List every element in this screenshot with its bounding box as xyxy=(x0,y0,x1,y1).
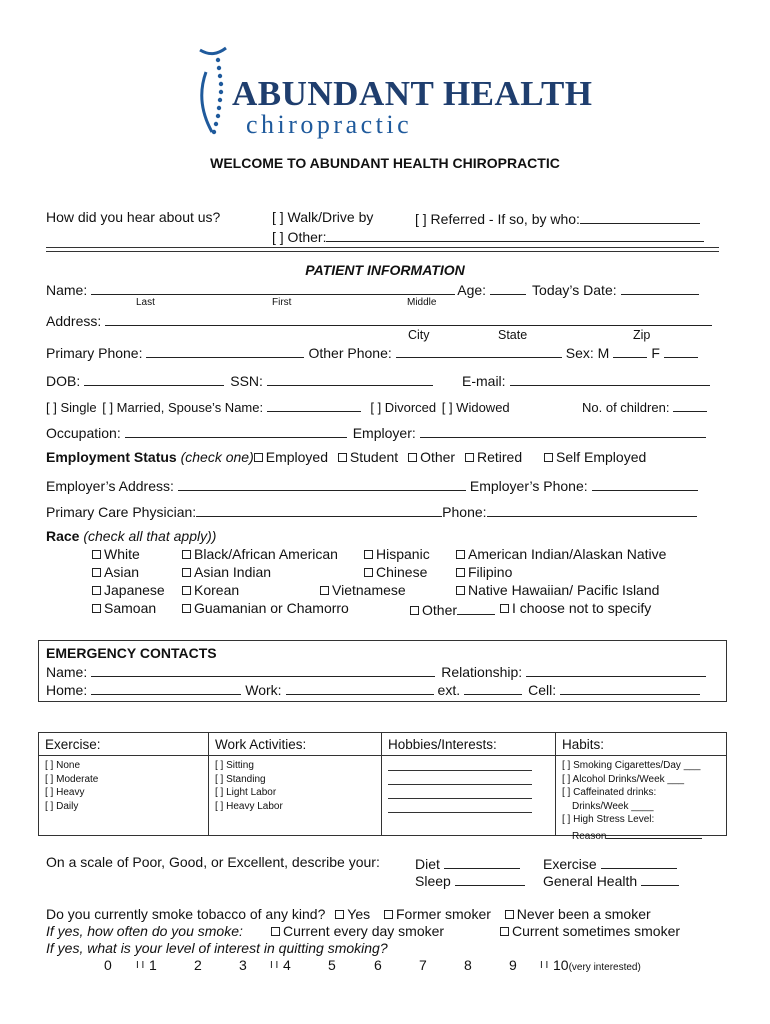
scale-8[interactable]: 8 xyxy=(464,957,472,973)
white-label: White xyxy=(104,546,140,562)
diet-label: Diet xyxy=(415,856,440,872)
hear-referred-label: [ ] Referred - If so, by who: xyxy=(415,211,580,227)
korean-label: Korean xyxy=(194,582,240,598)
sleep-field[interactable] xyxy=(455,871,525,886)
emergency-name-field[interactable] xyxy=(91,662,435,677)
race-black[interactable] xyxy=(182,546,338,562)
reason-label: Reason xyxy=(572,830,607,842)
employment-hint: (check one) xyxy=(180,449,254,465)
sex-f-field[interactable] xyxy=(664,343,698,358)
smoking-checkbox[interactable]: [ ] Smoking Cigarettes/Day ___ xyxy=(562,760,701,771)
hear-other-label: [ ] Other: xyxy=(272,229,327,245)
stress-reason-row xyxy=(562,827,702,844)
employer-address-label: Employer’s Address: xyxy=(46,478,174,494)
hispanic-checkbox[interactable] xyxy=(364,550,373,559)
race-hint: (check all that apply)) xyxy=(83,528,217,544)
scale-2[interactable]: 2 xyxy=(194,957,202,973)
samoan-checkbox[interactable] xyxy=(92,604,101,613)
korean-checkbox[interactable] xyxy=(182,586,191,595)
asian-checkbox[interactable] xyxy=(92,568,101,577)
scale-7[interactable]: 7 xyxy=(419,957,427,973)
scale-exercise-label: Exercise xyxy=(543,856,597,872)
hobby-field[interactable] xyxy=(388,770,532,771)
ext-field[interactable] xyxy=(464,680,522,695)
age-field[interactable] xyxy=(490,280,526,295)
race-samoan[interactable] xyxy=(92,600,156,616)
race-other[interactable] xyxy=(410,600,495,618)
asianind-label: Asian Indian xyxy=(194,564,272,580)
white-checkbox[interactable] xyxy=(92,550,101,559)
scale-6[interactable]: 6 xyxy=(374,957,382,973)
primary-phone-label: Primary Phone: xyxy=(46,345,143,361)
scale-9[interactable]: 9 xyxy=(509,957,517,973)
emergency-name-label: Name: xyxy=(46,664,88,680)
sex-m-field[interactable] xyxy=(613,343,647,358)
other-employment-checkbox[interactable] xyxy=(408,453,417,462)
children-row xyxy=(582,397,707,415)
student-label: Student xyxy=(349,449,399,465)
children-label: No. of children: xyxy=(582,400,670,415)
other-race-field[interactable] xyxy=(457,600,495,615)
hobbies-header: Hobbies/Interests: xyxy=(388,737,497,752)
patient-info-heading: PATIENT INFORMATION xyxy=(305,262,465,278)
dob-row xyxy=(46,371,433,389)
logo xyxy=(196,44,593,140)
other-phone-label: Other Phone: xyxy=(308,345,392,361)
occupation-row xyxy=(46,423,706,441)
single-checkbox[interactable]: [ ] Single xyxy=(46,400,97,415)
marital-row xyxy=(46,397,510,415)
address-field[interactable] xyxy=(105,311,712,326)
guam-checkbox[interactable] xyxy=(182,604,191,613)
sometimes-label: Current sometimes smoker xyxy=(512,923,681,939)
hispanic-label: Hispanic xyxy=(376,546,430,562)
exercise-daily-checkbox[interactable]: [ ] Daily xyxy=(45,800,79,812)
hobby-field[interactable] xyxy=(388,784,532,785)
email-field[interactable] xyxy=(510,371,710,386)
employed-checkbox[interactable] xyxy=(254,453,263,462)
hear-walk-checkbox[interactable]: [ ] Walk/Drive by xyxy=(272,209,374,225)
divorced-checkbox[interactable]: [ ] Divorced xyxy=(370,400,437,415)
nospec-checkbox[interactable] xyxy=(500,604,509,613)
hear-referred-checkbox[interactable] xyxy=(415,209,700,227)
pcp-row xyxy=(46,502,697,520)
lifestyle-table xyxy=(38,732,727,842)
other-race-label: Other xyxy=(422,602,458,618)
diet-row xyxy=(415,854,520,872)
diet-field[interactable] xyxy=(444,854,520,869)
work-light-labor-checkbox[interactable]: [ ] Light Labor xyxy=(215,787,277,798)
work-label: Work: xyxy=(245,682,282,698)
exercise-column xyxy=(39,733,209,835)
race-asianind[interactable] xyxy=(182,564,271,580)
page-title: WELCOME TO ABUNDANT HEALTH CHIROPRACTIC xyxy=(210,155,560,171)
email-row xyxy=(462,371,710,389)
logo-sub: chiropractic xyxy=(246,110,413,139)
emergency-phone-row xyxy=(46,680,700,698)
stress-checkbox[interactable]: [ ] High Stress Level: xyxy=(562,814,655,825)
reason-field[interactable] xyxy=(606,827,702,839)
address-label: Address: xyxy=(46,313,102,329)
scale-10[interactable] xyxy=(553,957,641,973)
exercise-header: Exercise: xyxy=(45,737,101,752)
filipino-checkbox[interactable] xyxy=(456,568,465,577)
married-checkbox[interactable]: [ ] Married, Spouse’s Name: xyxy=(102,400,264,415)
logo-name: ABUNDANT HEALTH xyxy=(232,74,593,113)
race-label: Race xyxy=(46,528,80,544)
today-label: Today’s Date: xyxy=(532,282,617,298)
amind-label: American Indian/Alaskan Native xyxy=(468,546,667,562)
dob-field[interactable] xyxy=(84,371,224,386)
scale-exercise-field[interactable] xyxy=(601,854,677,869)
divider xyxy=(46,247,719,248)
exercise-moderate-checkbox[interactable]: [ ] Moderate xyxy=(45,773,99,785)
work-column xyxy=(209,733,382,835)
asianind-checkbox[interactable] xyxy=(182,568,191,577)
exercise-options xyxy=(45,759,98,813)
race-japanese[interactable] xyxy=(92,582,165,598)
japanese-checkbox[interactable] xyxy=(92,586,101,595)
first-caption: First xyxy=(272,297,292,308)
former-smoker-label: Former smoker xyxy=(396,906,491,922)
tick-mark: I I xyxy=(270,960,279,971)
hear-other-checkbox[interactable] xyxy=(272,227,704,245)
state-caption: State xyxy=(498,328,528,342)
self-employed-checkbox[interactable] xyxy=(544,453,553,462)
work-standing-checkbox[interactable]: [ ] Standing xyxy=(215,773,266,785)
general-health-field[interactable] xyxy=(641,871,679,886)
employer-phone-label: Employer’s Phone: xyxy=(469,478,588,494)
work-field[interactable] xyxy=(286,680,434,695)
name-field[interactable] xyxy=(91,280,455,295)
habits-column xyxy=(556,733,726,842)
last-caption: Last xyxy=(136,297,155,308)
guam-label: Guamanian or Chamorro xyxy=(194,600,349,616)
scale-1[interactable]: 1 xyxy=(149,957,157,973)
widowed-checkbox[interactable]: [ ] Widowed xyxy=(441,400,510,415)
exercise-heavy-checkbox[interactable]: [ ] Heavy xyxy=(45,787,85,798)
smoke-yes-checkbox[interactable] xyxy=(335,910,344,919)
scale-0[interactable]: 0 xyxy=(104,957,112,973)
age-label: Age: xyxy=(457,282,487,298)
email-label: E-mail: xyxy=(462,373,506,389)
emergency-name-row xyxy=(46,662,706,680)
retired-checkbox[interactable] xyxy=(465,453,474,462)
asian-label: Asian xyxy=(104,564,140,580)
black-checkbox[interactable] xyxy=(182,550,191,559)
ext-label: ext. xyxy=(437,682,461,698)
city-caption: City xyxy=(408,328,430,342)
sex-label: Sex: M xyxy=(565,345,610,361)
vietnamese-label: Vietnamese xyxy=(332,582,406,598)
cell-label: Cell: xyxy=(528,682,557,698)
quit-interest-question: If yes, what is your level of interest in quitting smoking? xyxy=(46,940,388,956)
never-smoker-checkbox[interactable] xyxy=(505,910,514,919)
occupation-label: Occupation: xyxy=(46,425,121,441)
general-health-row xyxy=(543,871,679,889)
tick-mark: I I xyxy=(136,960,145,971)
emergency-heading: EMERGENCY CONTACTS xyxy=(46,645,217,661)
other-employment-label: Other xyxy=(420,449,456,465)
work-sitting-checkbox[interactable]: [ ] Sitting xyxy=(215,760,254,771)
employer-phone-field[interactable] xyxy=(592,476,698,491)
race-amind[interactable] xyxy=(456,546,666,562)
sometimes-option[interactable] xyxy=(500,923,680,939)
work-heavy-labor-checkbox[interactable]: [ ] Heavy Labor xyxy=(215,800,283,812)
dob-label: DOB: xyxy=(46,373,81,389)
race-nospec[interactable] xyxy=(500,600,651,616)
work-options xyxy=(215,759,283,813)
scale-10-label: 10 xyxy=(553,957,569,973)
general-health-label: General Health xyxy=(543,873,638,889)
amind-checkbox[interactable] xyxy=(456,550,465,559)
sleep-label: Sleep xyxy=(415,873,451,889)
exercise-none-checkbox[interactable]: [ ] None xyxy=(45,760,81,771)
employed-label: Employed xyxy=(265,449,329,465)
self-employed-label: Self Employed xyxy=(556,449,647,465)
cell-field[interactable] xyxy=(560,680,700,695)
today-field[interactable] xyxy=(621,280,699,295)
everyday-checkbox[interactable] xyxy=(271,927,280,936)
nospec-label: I choose not to specify xyxy=(512,600,652,616)
sleep-row xyxy=(415,871,525,889)
pcp-field[interactable] xyxy=(196,502,442,517)
scale-3[interactable]: 3 xyxy=(239,957,247,973)
never-smoker-label: Never been a smoker xyxy=(516,906,651,922)
sex-f-label: F xyxy=(651,345,660,361)
race-filipino[interactable] xyxy=(456,564,512,580)
caffeine-drinks-label: Drinks/Week ____ xyxy=(572,800,654,812)
habits-header: Habits: xyxy=(562,737,605,752)
habits-options xyxy=(562,759,702,843)
scale-4[interactable]: 4 xyxy=(283,957,291,973)
primary-phone-field[interactable] xyxy=(146,343,304,358)
everyday-option[interactable] xyxy=(271,923,444,939)
smoke-question: Do you currently smoke tobacco of any kind? xyxy=(46,906,326,922)
tick-mark: I I xyxy=(540,960,549,971)
pcp-label: Primary Care Physician: xyxy=(46,504,197,520)
other-race-checkbox[interactable] xyxy=(410,606,419,615)
referred-field[interactable] xyxy=(580,209,700,224)
chinese-checkbox[interactable] xyxy=(364,568,373,577)
chinese-label: Chinese xyxy=(376,564,428,580)
employer-label: Employer: xyxy=(352,425,416,441)
very-interested-label: (very interested) xyxy=(568,962,641,973)
race-hawaiian[interactable] xyxy=(456,582,659,598)
hawaiian-checkbox[interactable] xyxy=(456,586,465,595)
occupation-field[interactable] xyxy=(125,423,347,438)
ssn-field[interactable] xyxy=(267,371,433,386)
samoan-label: Samoan xyxy=(104,600,157,616)
sometimes-checkbox[interactable] xyxy=(500,927,509,936)
scale-exercise-row xyxy=(543,854,677,872)
hear-other-field[interactable] xyxy=(326,227,704,242)
phone-row xyxy=(46,343,698,361)
pcp-phone-label: Phone: xyxy=(442,504,487,520)
race-hispanic[interactable] xyxy=(364,546,430,562)
middle-caption: Middle xyxy=(407,297,437,308)
name-label: Name: xyxy=(46,282,88,298)
hobby-field[interactable] xyxy=(388,812,532,813)
hawaiian-label: Native Hawaiian/ Pacific Island xyxy=(468,582,660,598)
japanese-label: Japanese xyxy=(104,582,165,598)
race-heading xyxy=(46,528,216,544)
scale-5[interactable]: 5 xyxy=(328,957,336,973)
relationship-field[interactable] xyxy=(526,662,706,677)
work-header: Work Activities: xyxy=(215,737,307,752)
everyday-label: Current every day smoker xyxy=(283,923,445,939)
employment-row xyxy=(46,449,646,465)
other-phone-field[interactable] xyxy=(396,343,562,358)
employer-field[interactable] xyxy=(420,423,706,438)
employer-address-row xyxy=(46,476,698,494)
former-smoker-checkbox[interactable] xyxy=(384,910,393,919)
vietnamese-checkbox[interactable] xyxy=(320,586,329,595)
race-vietnamese[interactable] xyxy=(320,582,406,598)
caffeine-checkbox[interactable]: [ ] Caffeinated drinks: xyxy=(562,787,657,798)
hear-question: How did you hear about us? xyxy=(46,209,221,225)
ssn-label: SSN: xyxy=(230,373,263,389)
relationship-label: Relationship: xyxy=(441,664,523,680)
smoke-yes-label: Yes xyxy=(347,906,371,922)
filipino-label: Filipino xyxy=(468,564,513,580)
smoke-how-question: If yes, how often do you smoke: xyxy=(46,923,243,939)
smoke-row xyxy=(46,906,651,922)
spouse-name-field[interactable] xyxy=(267,397,361,412)
hobby-field[interactable] xyxy=(388,798,532,799)
race-guam[interactable] xyxy=(182,600,349,616)
children-field[interactable] xyxy=(673,397,707,412)
zip-caption: Zip xyxy=(633,328,651,342)
name-row xyxy=(46,280,699,298)
student-checkbox[interactable] xyxy=(338,453,347,462)
retired-label: Retired xyxy=(476,449,523,465)
pcp-phone-field[interactable] xyxy=(487,502,697,517)
race-asian[interactable] xyxy=(92,564,139,580)
home-label: Home: xyxy=(46,682,88,698)
employer-address-field[interactable] xyxy=(178,476,466,491)
employment-label: Employment Status xyxy=(46,449,177,465)
alcohol-checkbox[interactable]: [ ] Alcohol Drinks/Week ___ xyxy=(562,773,685,785)
race-chinese[interactable] xyxy=(364,564,427,580)
scale-question: On a scale of Poor, Good, or Excellent, describe your: xyxy=(46,854,380,870)
hobbies-column xyxy=(382,733,556,835)
address-row xyxy=(46,311,712,329)
race-korean[interactable] xyxy=(182,582,239,598)
home-field[interactable] xyxy=(91,680,241,695)
black-label: Black/African American xyxy=(194,546,338,562)
race-white[interactable] xyxy=(92,546,140,562)
divider xyxy=(46,251,719,252)
